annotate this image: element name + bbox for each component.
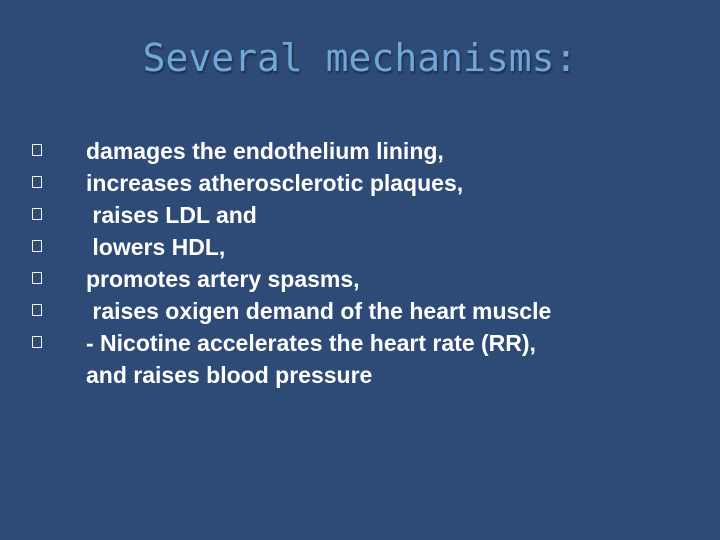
bullet-text: - Nicotine accelerates the heart rate (RR), and raises blood pressure xyxy=(86,330,536,388)
list-item xyxy=(0,295,720,327)
bullet-list xyxy=(0,135,720,391)
bullet-text: damages the endothelium lining, xyxy=(86,138,444,164)
bullet-square-icon xyxy=(32,240,42,252)
bullet-square-icon xyxy=(32,336,42,348)
bullet-text: lowers HDL, xyxy=(86,234,226,260)
bullet-text: promotes artery spasms, xyxy=(86,266,360,292)
list-item xyxy=(0,199,720,231)
bullet-square-icon xyxy=(32,144,42,156)
bullet-square-icon xyxy=(32,304,42,316)
slide-title: Several mechanisms: xyxy=(142,36,578,80)
list-item xyxy=(0,167,720,199)
list-item xyxy=(0,327,720,391)
list-item xyxy=(0,263,720,295)
bullet-square-icon xyxy=(32,208,42,220)
bullet-square-icon xyxy=(32,176,42,188)
bullet-text: raises LDL and xyxy=(86,202,257,228)
bullet-text: increases atherosclerotic plaques, xyxy=(86,170,464,196)
bullet-square-icon xyxy=(32,272,42,284)
list-item xyxy=(0,135,720,167)
bullet-text: raises oxigen demand of the heart muscle xyxy=(86,298,552,324)
list-item xyxy=(0,231,720,263)
